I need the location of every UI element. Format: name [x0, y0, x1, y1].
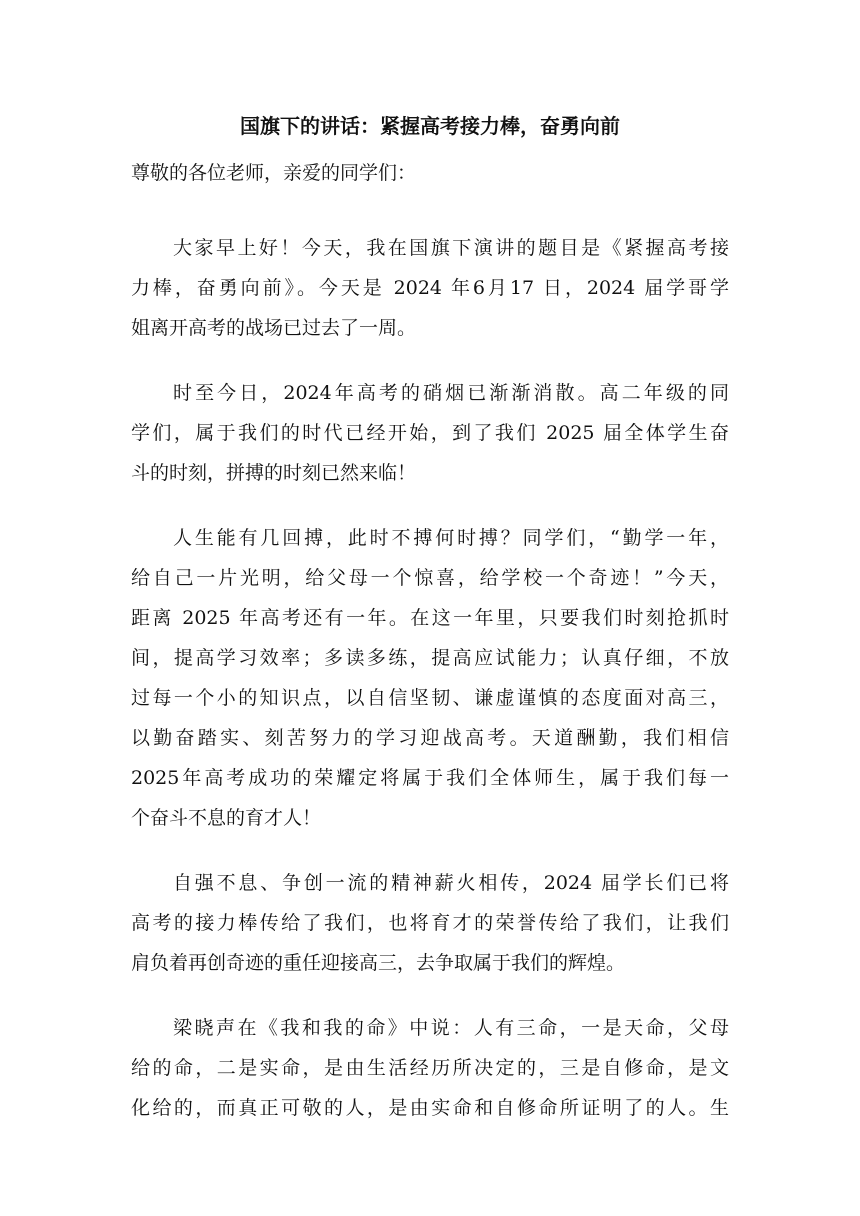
- paragraph-line: 自强不息、争创一流的精神薪火相传，2024 届学长们已将: [173, 872, 729, 894]
- paragraph-line: 斗的时刻，拼搏的时刻已然来临！: [131, 462, 417, 484]
- paragraph-line: 过每一个小的知识点，以自信坚韧、谦虚谨慎的态度面对高三，: [131, 687, 729, 709]
- paragraph-line: 距离 2025 年高考还有一年。在这一年里，只要我们时刻抢抓时: [131, 607, 729, 629]
- paragraph: [131, 518, 729, 838]
- paragraph-line: 力棒，奋勇向前》。今天是 2024 年6月17 日，2024 届学哥学: [131, 277, 729, 299]
- paragraph-line: 化给的，而真正可敬的人，是由实命和自修命所证明了的人。生: [131, 1097, 729, 1119]
- paragraph-line: 肩负着再创奇迹的重任迎接高三，去争取属于我们的辉煌。: [131, 952, 626, 974]
- paragraph: [131, 863, 729, 983]
- paragraph-line: 人生能有几回搏，此时不搏何时搏？同学们，“勤学一年，: [173, 527, 729, 549]
- paragraph-line: 学们，属于我们的时代已经开始，到了我们 2025 届全体学生奋: [131, 422, 729, 444]
- paragraph-line: 间，提高学习效率；多读多练，提高应试能力；认真仔细，不放: [131, 647, 729, 669]
- paragraph-line: 给的命，二是实命，是由生活经历所决定的，三是自修命，是文: [131, 1057, 729, 1079]
- paragraph-line: 给自己一片光明，给父母一个惊喜，给学校一个奇迹！”今天，: [131, 567, 729, 589]
- document-body: [131, 228, 729, 1153]
- paragraph-line: 时至今日，2024年高考的硝烟已渐渐消散。高二年级的同: [173, 382, 729, 404]
- paragraph: [131, 373, 729, 493]
- salutation: 尊敬的各位老师，亲爱的同学们：: [131, 162, 417, 184]
- document-title: 国旗下的讲话：紧握高考接力棒，奋勇向前: [240, 114, 620, 138]
- paragraph-line: 大家早上好！今天，我在国旗下演讲的题目是《紧握高考接: [173, 237, 729, 259]
- paragraph-line: 以勤奋踏实、刻苦努力的学习迎战高考。天道酬勤，我们相信: [131, 727, 729, 749]
- paragraph-line: 梁晓声在《我和我的命》中说：人有三命，一是天命，父母: [173, 1017, 729, 1039]
- paragraph: [131, 228, 729, 348]
- paragraph-line: 姐离开高考的战场已过去了一周。: [131, 317, 417, 339]
- paragraph-line: 2025年高考成功的荣耀定将属于我们全体师生，属于我们每一: [131, 767, 729, 789]
- paragraph-line: 个奋斗不息的育才人！: [131, 807, 322, 829]
- paragraph: [131, 1008, 729, 1128]
- paragraph-line: 高考的接力棒传给了我们，也将育才的荣誉传给了我们，让我们: [131, 912, 729, 934]
